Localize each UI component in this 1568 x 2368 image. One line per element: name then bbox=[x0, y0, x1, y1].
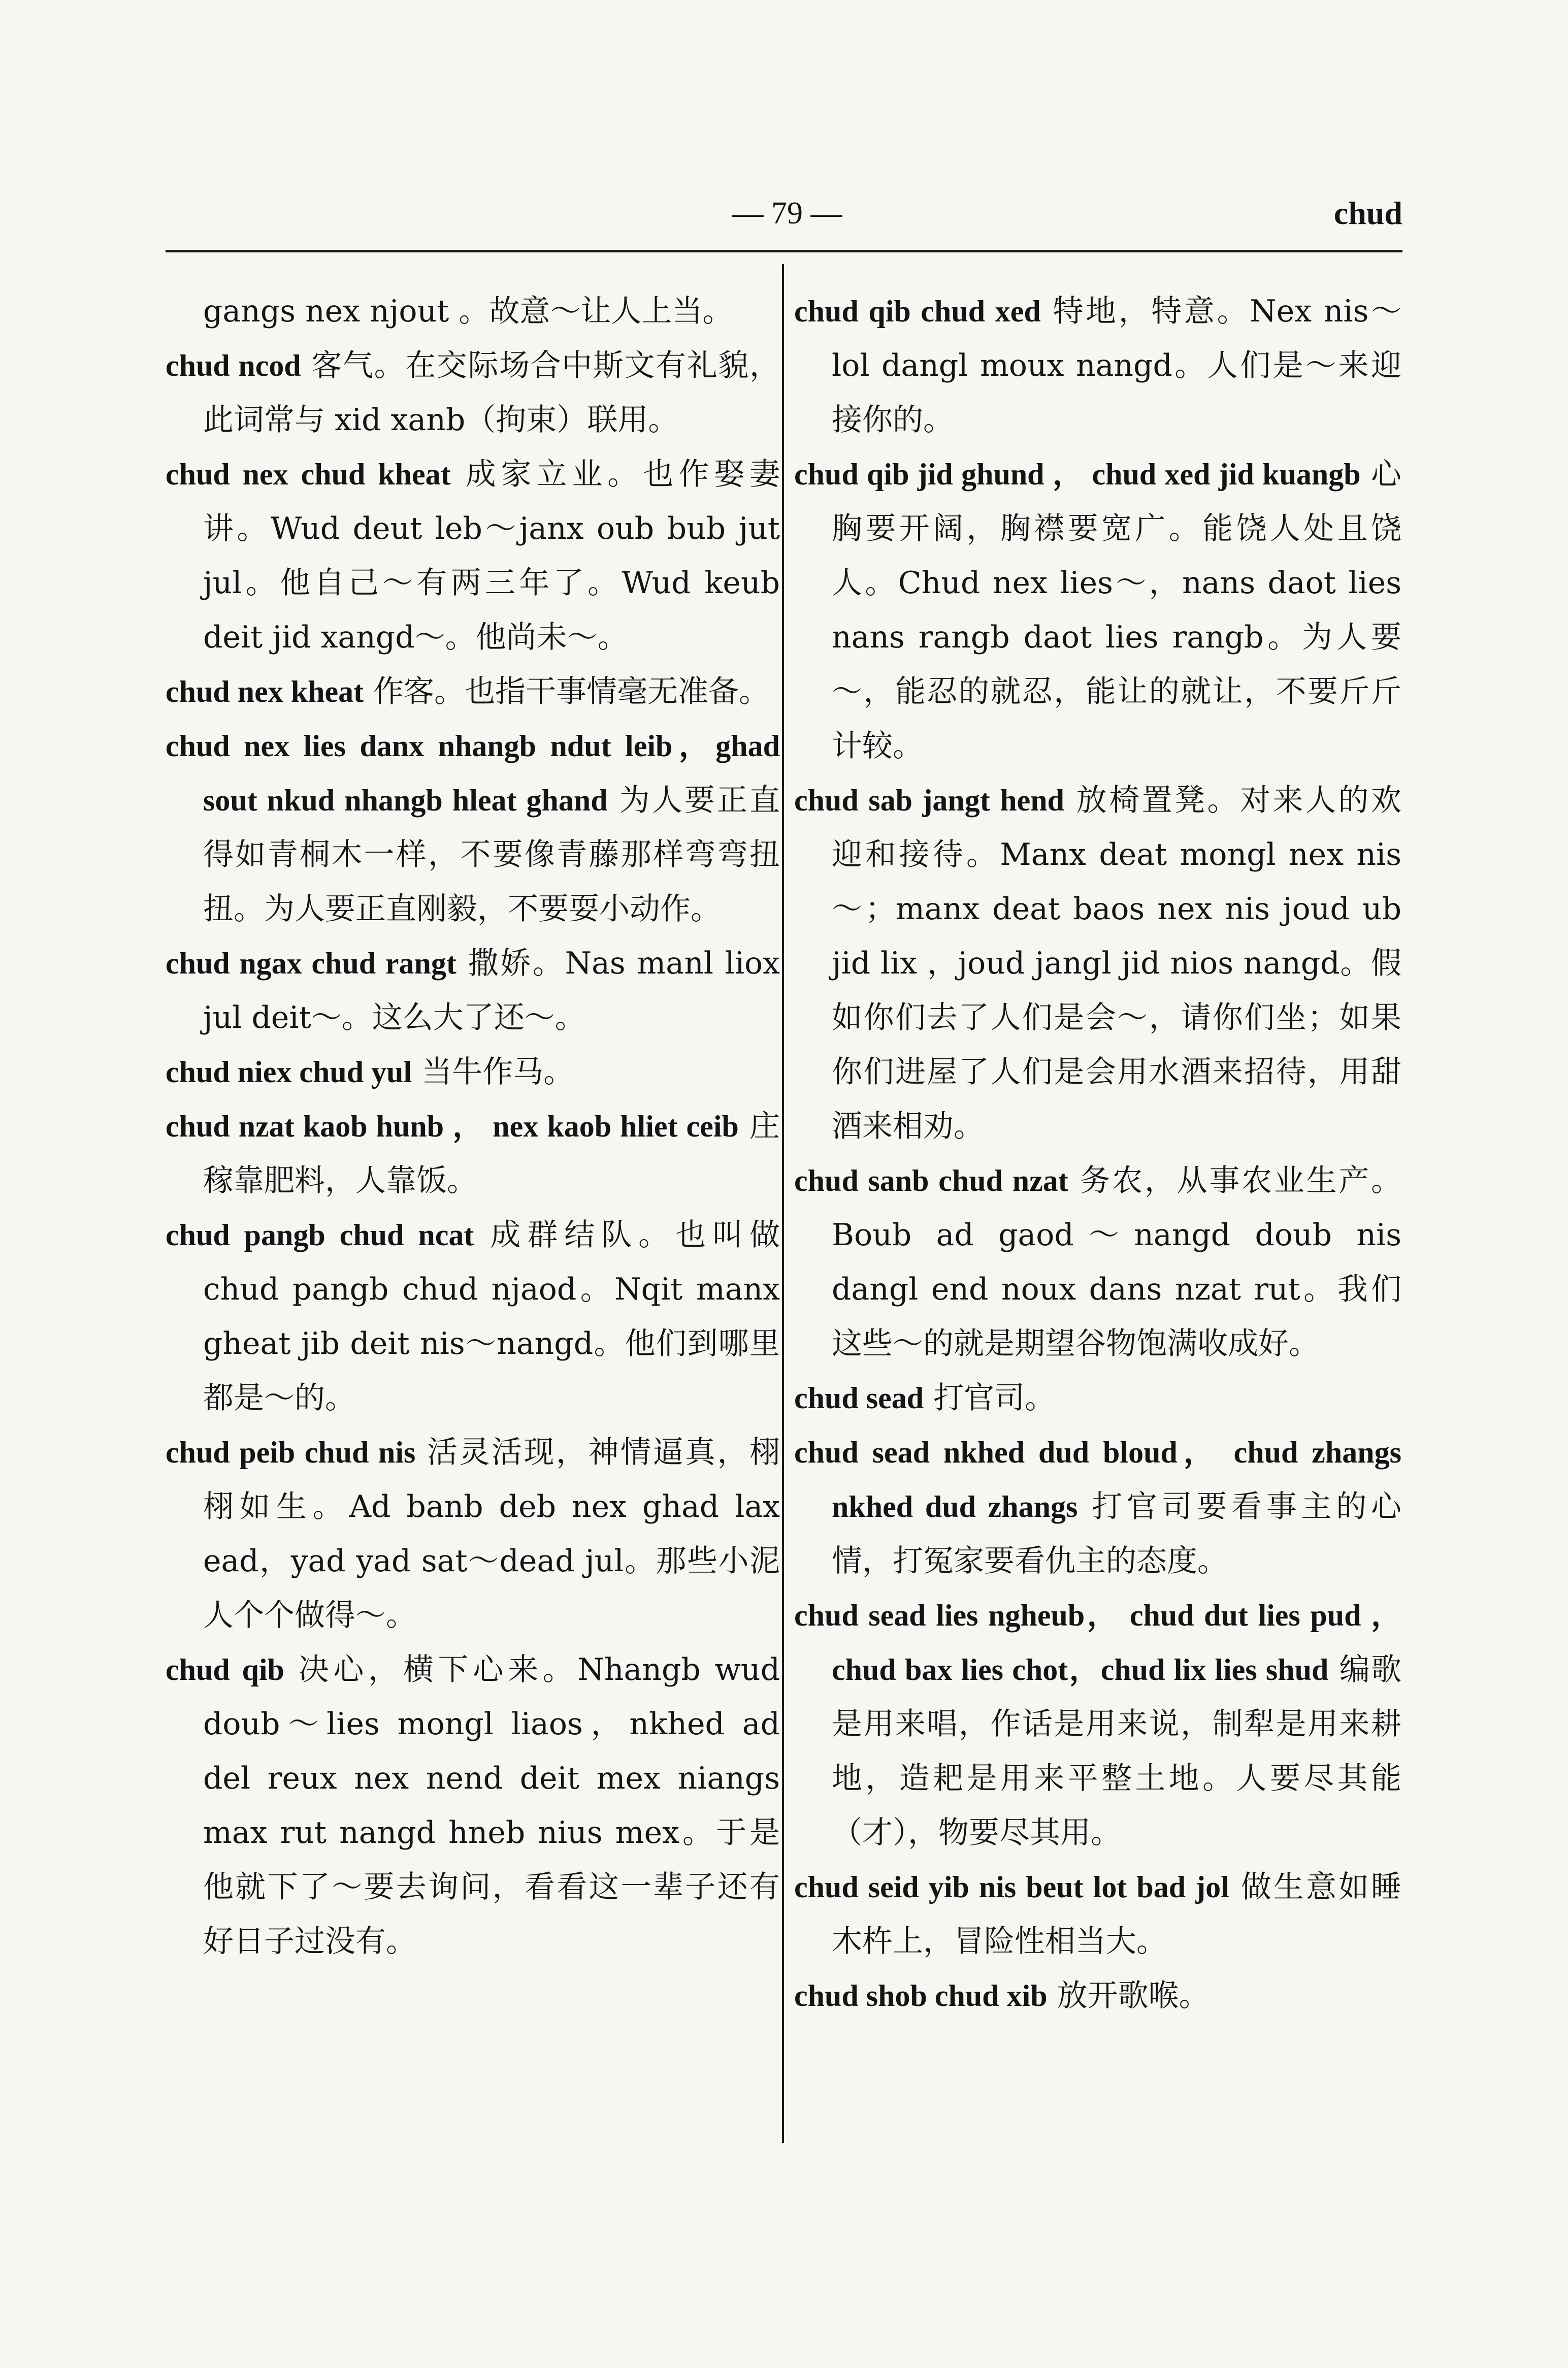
entry-headword: chud nex chud kheat bbox=[166, 458, 451, 491]
entry-definition: gangs nex njout 。故意～让人上当。 bbox=[203, 294, 733, 329]
entry-headword: chud qib chud xed bbox=[794, 295, 1041, 328]
entry-headword: chud ngax chud rangt bbox=[166, 947, 456, 980]
entry-headword: chud qib bbox=[166, 1653, 284, 1686]
dictionary-entry bbox=[794, 284, 1401, 447]
entry-headword: chud niex chud yul bbox=[166, 1055, 412, 1089]
page-header bbox=[0, 183, 1568, 244]
entry-headword: chud sab jangt hend bbox=[794, 784, 1065, 817]
dictionary-entry bbox=[166, 284, 780, 339]
column-divider bbox=[782, 264, 784, 2143]
entry-headword: chud sanb chud nzat bbox=[794, 1164, 1068, 1197]
entry-definition: 作客。也指干事情毫无准备。 bbox=[364, 674, 770, 709]
entry-definition: 撒娇。Nas manl liox jul deit～。这么大了还～。 bbox=[203, 946, 780, 1035]
entry-definition: 打官司。 bbox=[924, 1380, 1056, 1416]
entry-definition: 放开歌喉。 bbox=[1047, 1978, 1210, 2014]
dictionary-entry bbox=[166, 665, 780, 719]
dictionary-entry bbox=[794, 773, 1401, 1154]
entry-headword: chud qib jid ghund ， chud xed jid kuangb bbox=[794, 458, 1361, 491]
entry-headword: chud seid yib nis beut lot bad jol bbox=[794, 1870, 1229, 1904]
entry-definition: 心胸要开阔，胸襟要宽广。能饶人处且饶人。Chud nex lies～，nans daot lies nans rangb daot lies rangb。为人要～，能忍的就忍，能让的就让，不要斤斤计较。 bbox=[832, 457, 1401, 764]
dictionary-entry bbox=[166, 1425, 780, 1643]
dictionary-entry bbox=[794, 1860, 1401, 1969]
entry-definition: 务农，从事农业生产。Boub ad gaod～nangd doub nis dangl end noux dans nzat rut。我们这些～的就是期望谷物饱满收成好。 bbox=[832, 1163, 1402, 1361]
entry-definition: 成群结队。也叫做 chud pangb chud njaod。Nqit manx gheat jib deit nis～nangd。他们到哪里都是～的。 bbox=[203, 1217, 780, 1416]
entry-headword: chud nzat kaob hunb ， nex kaob hliet ceib bbox=[166, 1110, 739, 1143]
entry-definition: 当牛作马。 bbox=[412, 1054, 574, 1090]
header-rule bbox=[166, 250, 1402, 252]
dictionary-entry bbox=[166, 719, 780, 936]
entry-headword: chud nex kheat bbox=[166, 675, 364, 708]
entry-definition: 成家立业。也作娶妻讲。Wud deut leb～janx oub bub jut jul。他自己～有两三年了。Wud keub deit jid xangd～。他尚未～。 bbox=[203, 457, 780, 655]
right-column bbox=[794, 284, 1401, 2023]
entry-definition: 活灵活现，神情逼真，栩栩如生。Ad banb deb nex ghad lax ead，yad yad sat～dead jul。那些小泥人个个做得～。 bbox=[203, 1435, 780, 1633]
dictionary-entry bbox=[166, 447, 780, 665]
entry-headword: chud nex lies danx nhangb ndut leib，ghad sout nkud nhangb hleat ghand bbox=[166, 729, 780, 817]
dictionary-entry bbox=[166, 1643, 780, 1969]
entry-headword: chud peib chud nis bbox=[166, 1436, 416, 1469]
entry-definition: 做生意如睡木杵上，冒险性相当大。 bbox=[832, 1869, 1401, 1959]
entry-headword: chud sead nkhed dud bloud， chud zhangs nkhed dud zhangs bbox=[794, 1436, 1401, 1523]
entry-headword: chud pangb chud ncat bbox=[166, 1218, 474, 1252]
entry-definition: 决心，横下心来。Nhangb wud doub～lies mongl liaos，nkhed ad del reux nex nend deit mex niangs max rut nangd hneb nius mex。于是他就下了～要去询问，看看这一辈子还有好日子过没有。 bbox=[203, 1652, 780, 1959]
dictionary-entry bbox=[166, 936, 780, 1045]
entry-headword: chud ncod bbox=[166, 349, 301, 382]
entry-definition: 编歌是用来唱，作话是用来说，制犁是用来耕地，造耙是用来平整土地。人要尽其能（才），物要尽其用。 bbox=[832, 1652, 1401, 1851]
entry-headword: chud shob chud xib bbox=[794, 1979, 1048, 2013]
entry-definition: 庄稼靠肥料，人靠饭。 bbox=[203, 1109, 780, 1198]
entry-definition: 特地，特意。Nex nis～lol dangl moux nangd。人们是～来迎接你的。 bbox=[832, 294, 1401, 438]
dictionary-entry bbox=[166, 1099, 780, 1208]
entry-definition: 打官司要看事主的心情，打冤家要看仇主的态度。 bbox=[832, 1489, 1401, 1579]
entry-headword: chud sead lies ngheub， chud dut lies pud ，chud bax lies chot，chud lix lies shud bbox=[794, 1599, 1401, 1686]
page-number: — 79 — bbox=[732, 196, 842, 231]
running-head: chud bbox=[1333, 195, 1402, 231]
dictionary-entry bbox=[166, 1045, 780, 1099]
dictionary-entry bbox=[166, 1208, 780, 1425]
dictionary-entry bbox=[794, 1154, 1401, 1371]
entry-definition: 放椅置凳。对来人的欢迎和接待。Manx deat mongl nex nis～；manx deat baos nex nis joud ub jid lix ，joud jangl jid nios nangd。假如你们去了人们是会～，请你们坐；如果你们进屋了人们是会用水酒来招待，用甜酒来相劝。 bbox=[832, 783, 1402, 1144]
dictionary-entry bbox=[794, 1588, 1401, 1860]
entry-definition: 为人要正直得如青桐木一样，不要像青藤那样弯弯扭扭。为人要正直刚毅，不要耍小动作。 bbox=[203, 783, 780, 927]
entry-headword: chud sead bbox=[794, 1381, 924, 1415]
dictionary-entry bbox=[794, 1371, 1401, 1425]
dictionary-entry bbox=[166, 339, 780, 447]
dictionary-entry bbox=[794, 1969, 1401, 2023]
left-column bbox=[166, 284, 780, 1969]
entry-definition: 客气。在交际场合中斯文有礼貌，此词常与 xid xanb（拘束）联用。 bbox=[203, 348, 780, 438]
dictionary-entry bbox=[794, 1425, 1401, 1588]
dictionary-entry bbox=[794, 447, 1401, 773]
